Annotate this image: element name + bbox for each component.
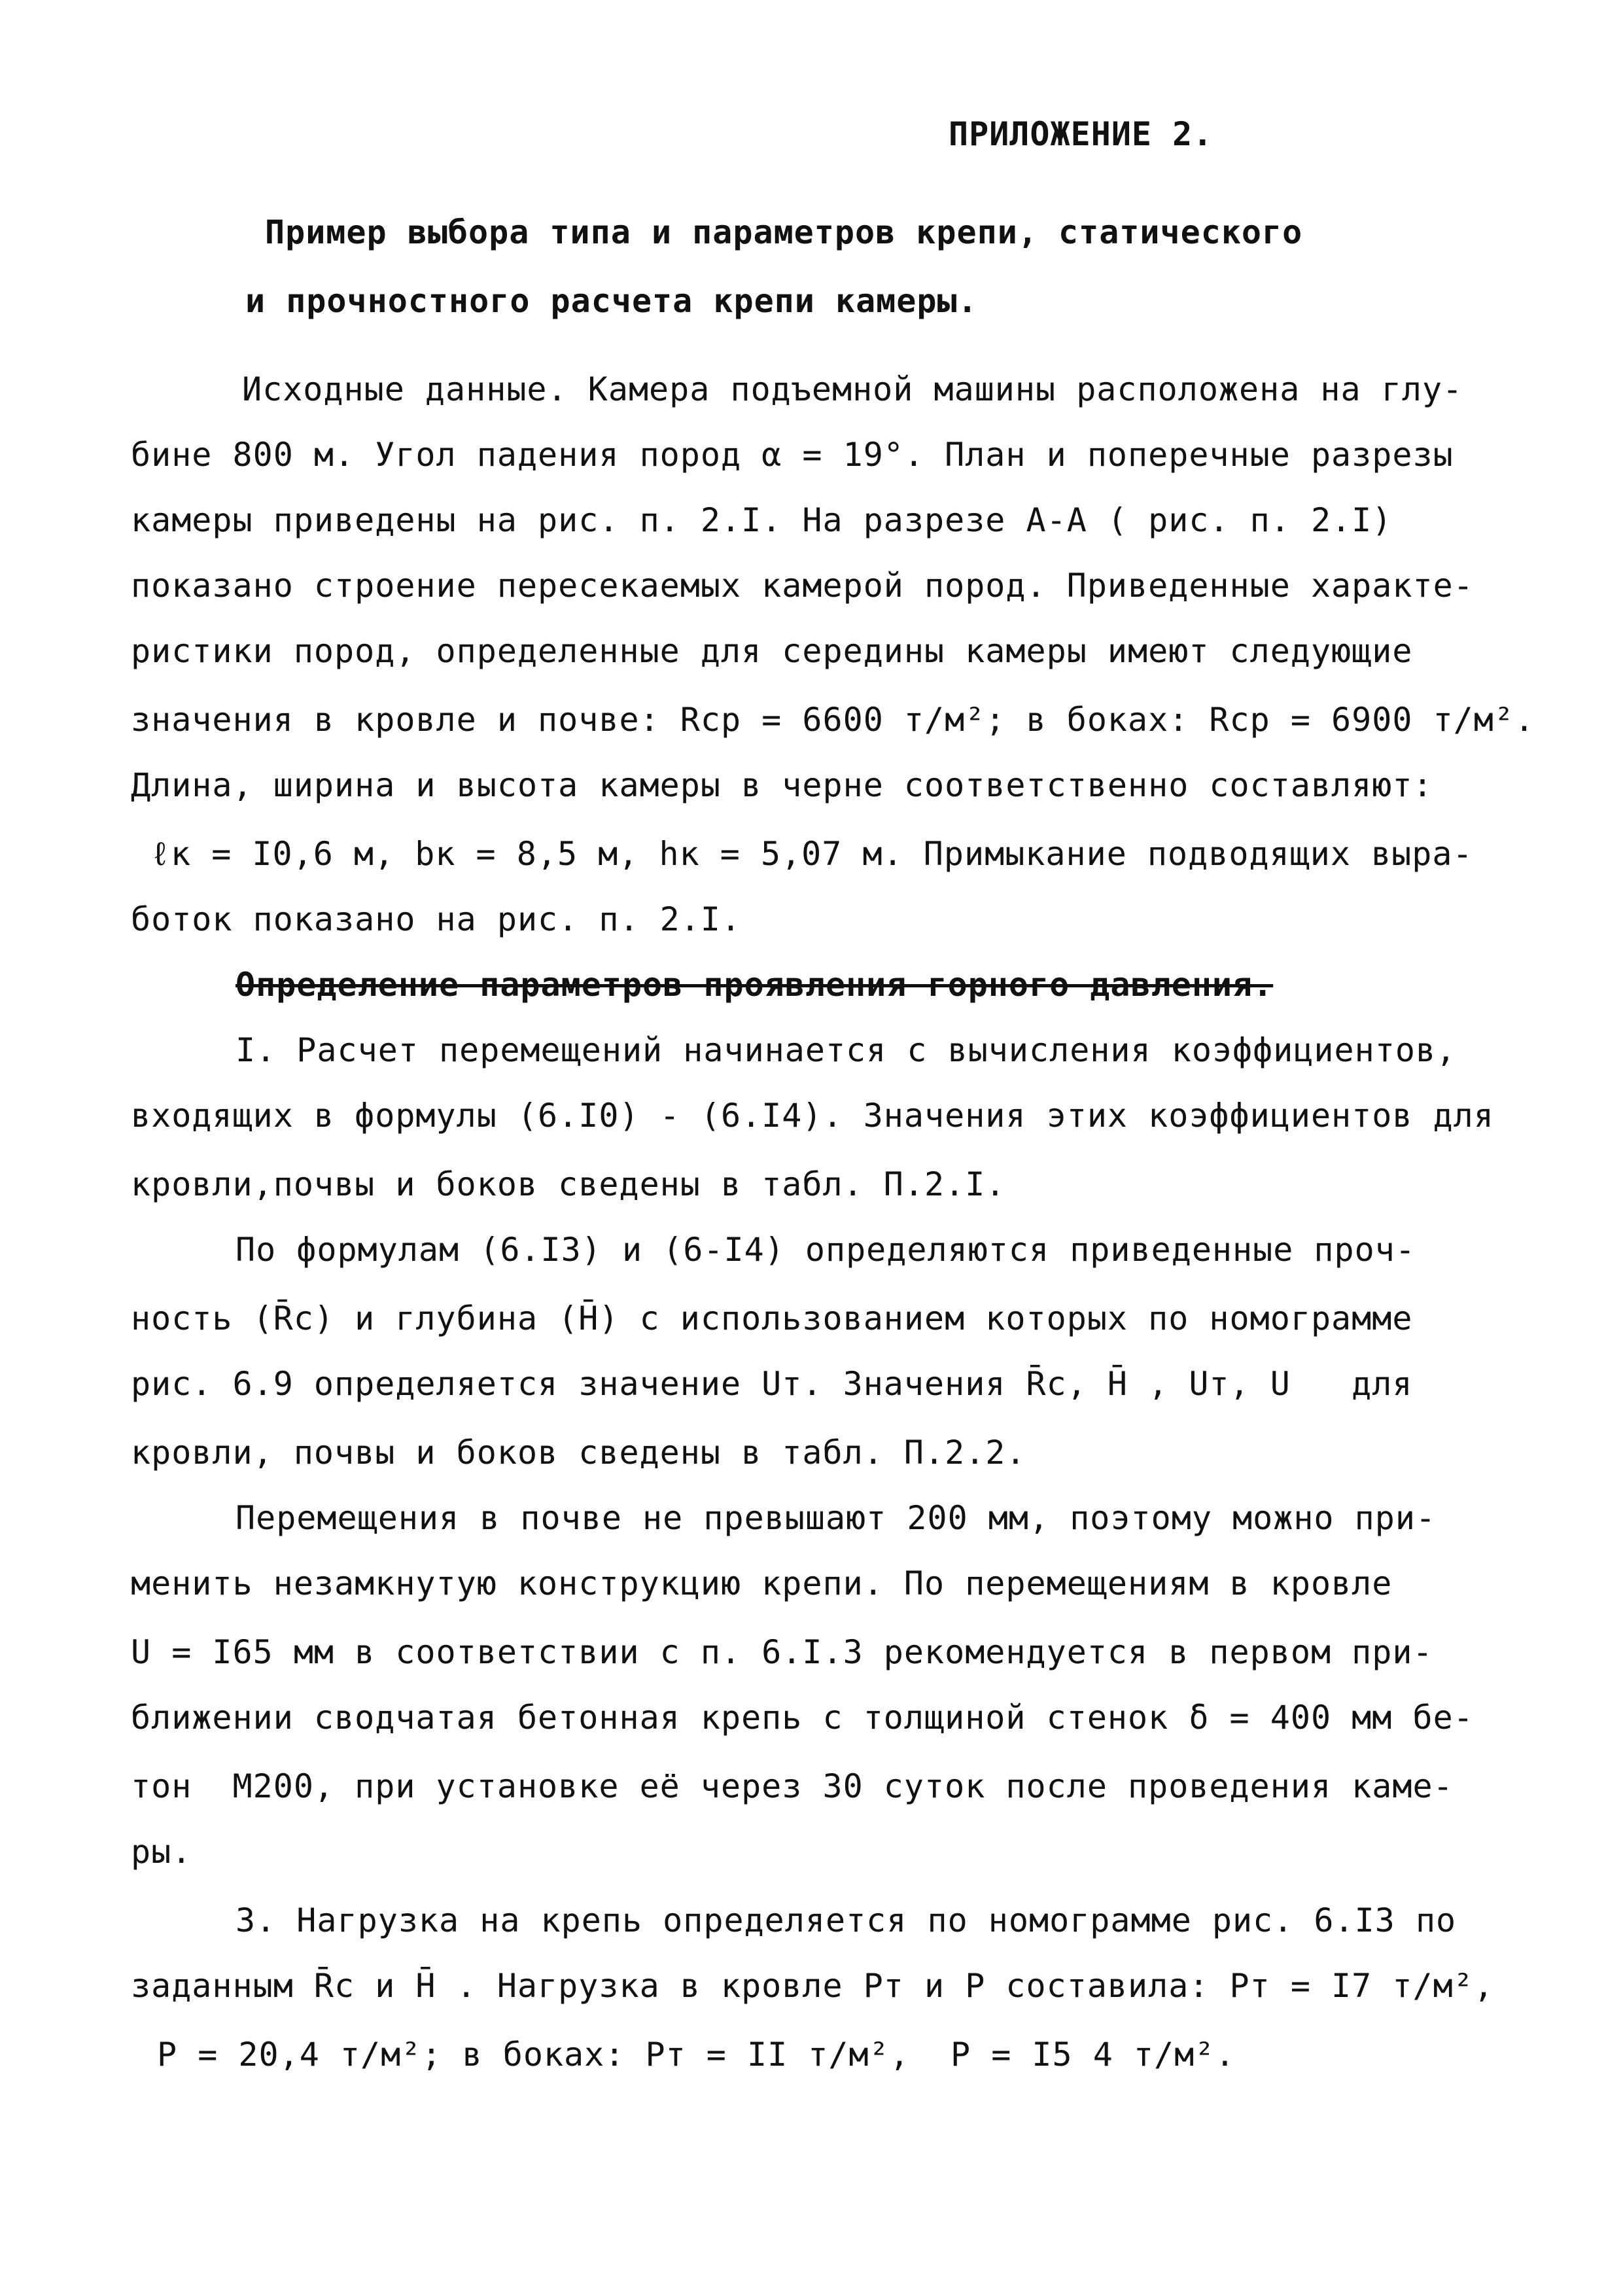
p3-line-1: По формулам (6.I3) и (6-I4) определяются приведенные проч- bbox=[236, 1231, 1416, 1269]
p4-line-1: Перемещения в почве не превышают 200 мм, поэтому можно при- bbox=[236, 1499, 1437, 1537]
p3-line-2: ность (R̄c) и глубина (H̄) с использованием которых по номограмме bbox=[131, 1299, 1413, 1337]
p1-line-7: Длина, ширина и высота камеры в черне соответственно составляют: bbox=[131, 766, 1433, 804]
p1-line-9: боток показано на рис. п. 2.I. bbox=[131, 900, 742, 938]
p5-line-1: 3. Нагрузка на крепь определяется по номограмме рис. 6.I3 по bbox=[236, 1901, 1457, 1939]
p1-line-5: ристики пород, определенные для середины камеры имеют следующие bbox=[131, 632, 1413, 670]
p5-line-3: P = 20,4 т/м²; в боках: Pт = II т/м², P = I5 4 т/м². bbox=[157, 2036, 1236, 2074]
p1-line-8: ℓк = I0,6 м, bк = 8,5 м, hк = 5,07 м. Примыкание подводящих выра- bbox=[150, 835, 1473, 873]
title-line-1: Пример выбора типа и параметров крепи, статического bbox=[265, 213, 1303, 251]
p1-line-1: Исходные данные. Камера подъемной машины расположена на глу- bbox=[242, 370, 1463, 408]
p4-line-2: менить незамкнутую конструкцию крепи. По перемещениям в кровле bbox=[131, 1564, 1393, 1602]
p2-line-2: входящих в формулы (6.I0) - (6.I4). Значения этих коэффициентов для bbox=[131, 1097, 1494, 1135]
p1-line-3: камеры приведены на рис. п. 2.I. На разрезе А-А ( рис. п. 2.I) bbox=[131, 501, 1393, 539]
title-line-2: и прочностного расчета крепи камеры. bbox=[245, 282, 978, 320]
p2-line-3: кровли,почвы и боков сведены в табл. П.2.I. bbox=[131, 1165, 1006, 1203]
p4-line-3: U = I65 мм в соответствии с п. 6.I.3 рекомендуется в первом при- bbox=[131, 1633, 1433, 1671]
p5-line-2: заданным R̄c и H̄ . Нагрузка в кровле Pт и P составила: Pт = I7 т/м², bbox=[131, 1967, 1494, 2005]
p2-line-1: I. Расчет перемещений начинается с вычисления коэффициентов, bbox=[236, 1031, 1457, 1069]
p3-line-4: кровли, почвы и боков сведены в табл. П.2.2. bbox=[131, 1434, 1026, 1472]
appendix-label: ПРИЛОЖЕНИЕ 2. bbox=[949, 115, 1213, 153]
p3-line-3: рис. 6.9 определяется значение Uт. Значения R̄c, H̄ , Uт, U для bbox=[131, 1365, 1413, 1403]
p1-line-2: бине 800 м. Угол падения пород α = 19°. План и поперечные разрезы bbox=[131, 436, 1454, 474]
p1-line-6: значения в кровле и почве: Rcp = 6600 т/м²; в боках: Rcp = 6900 т/м². bbox=[131, 701, 1535, 739]
p1-line-4: показано строение пересекаемых камерой пород. Приведенные характе- bbox=[131, 567, 1474, 605]
section-heading: Определение параметров проявления горного давления. bbox=[236, 966, 1274, 1004]
p4-line-4: ближении сводчатая бетонная крепь с толщиной стенок δ = 400 мм бе- bbox=[131, 1699, 1474, 1737]
p4-line-5: тон М200, при установке её через 30 суток после проведения каме- bbox=[131, 1767, 1454, 1805]
p4-line-6: ры. bbox=[131, 1833, 192, 1871]
